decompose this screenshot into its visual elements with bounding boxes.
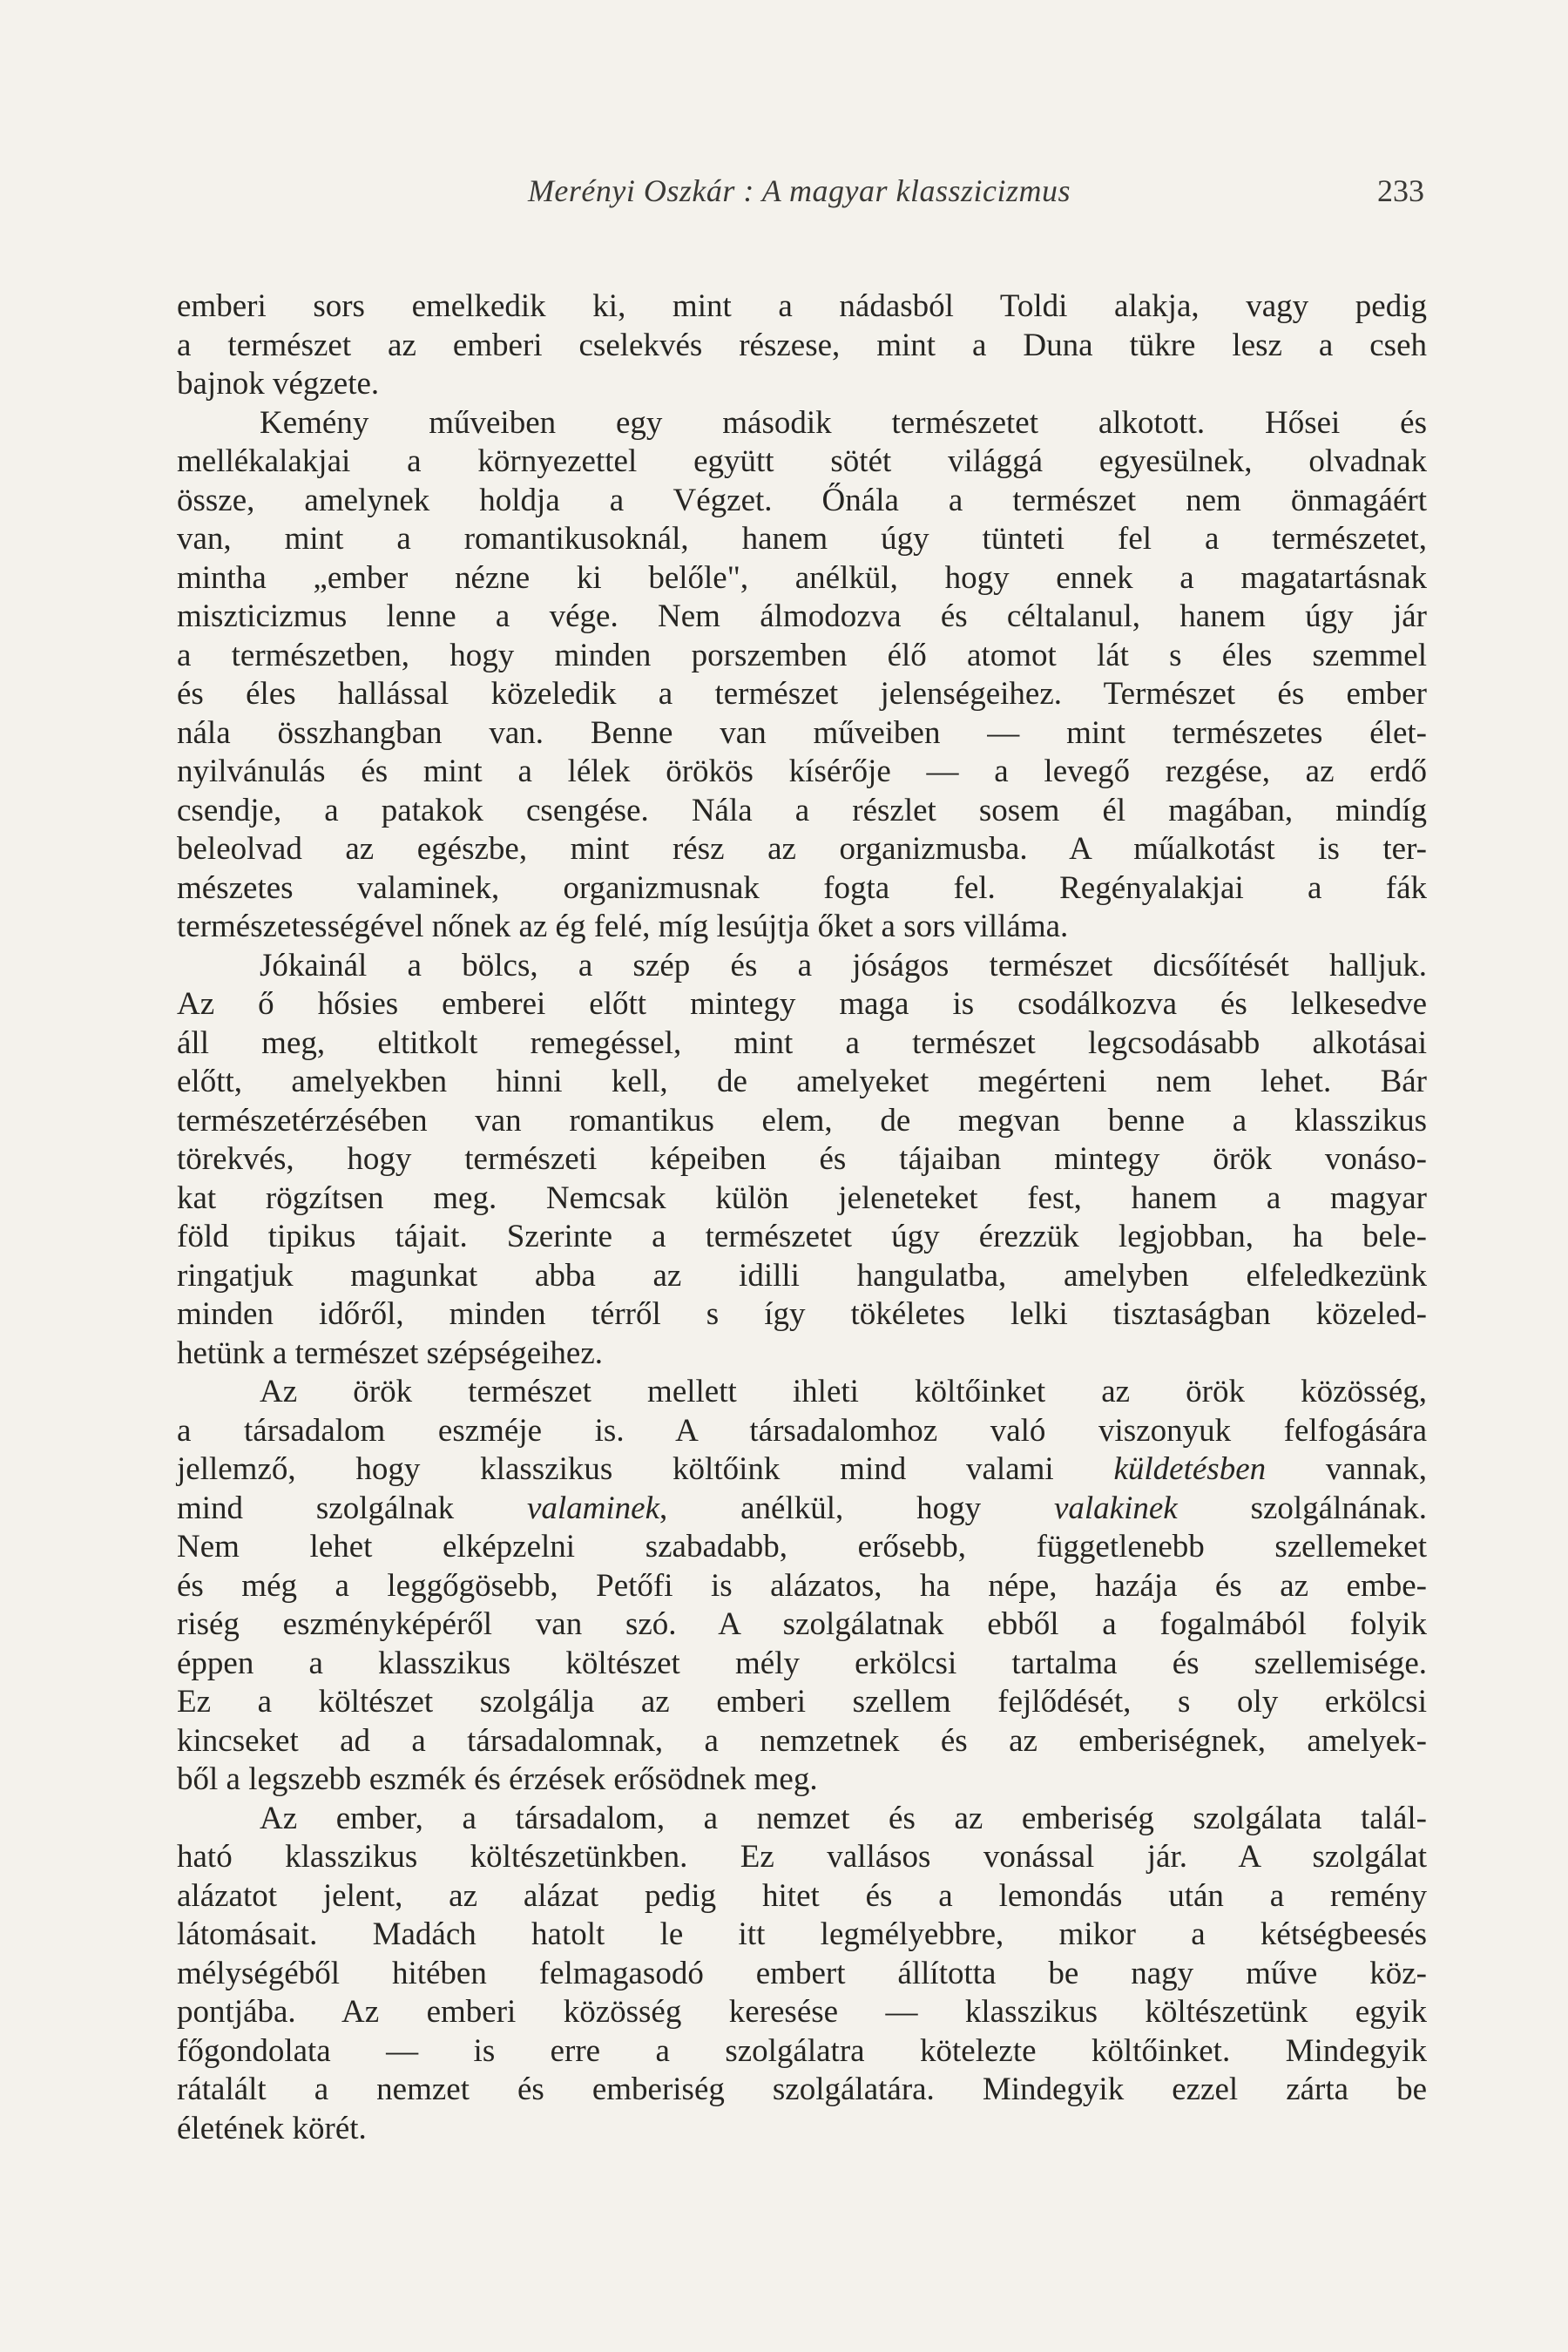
text-line: és még a leggőgösebb, Petőfi is alázatos, ha népe, hazája és az embe- xyxy=(177,1567,1427,1604)
text-line: a társadalom eszméje is. A társadalomhoz való viszonyuk felfogására xyxy=(177,1412,1427,1449)
text-line: áll meg, eltitkolt remegéssel, mint a természet legcsodásabb alkotásai xyxy=(177,1024,1427,1061)
running-head xyxy=(174,172,1424,214)
text-line: előtt, amelyekben hinni kell, de amelyeket megérteni nem lehet. Bár xyxy=(177,1064,1427,1099)
text-line: pontjába. Az emberi közösség keresése — klasszikus költészetünk egyik xyxy=(177,1994,1427,2030)
text-line: törekvés, hogy természeti képeiben és tájaiban mintegy örök vonáso- xyxy=(177,1141,1427,1177)
page-number: 233 xyxy=(1377,173,1424,208)
body-text xyxy=(177,287,1427,2148)
text-line: Ez a költészet szolgálja az emberi szellem fejlődését, s oly erkölcsi xyxy=(177,1684,1427,1720)
text-line: ringatjuk magunkat abba az idilli hangulatba, amelyben elfeledkezünk xyxy=(177,1257,1427,1294)
paragraph xyxy=(177,1373,1427,1800)
text-line: természetességével nőnek az ég felé, míg lesújtja őket a sors villáma. xyxy=(177,909,1069,944)
text-line: riség eszményképéről van szó. A szolgálatnak ebből a fogalmából folyik xyxy=(177,1606,1427,1642)
text-line: nála összhangban van. Benne van műveiben — mint természetes élet- xyxy=(177,714,1427,751)
text-line: és éles hallással közeledik a természet jelenségeihez. Természet és ember xyxy=(177,676,1427,712)
text-line: össze, amelynek holdja a Végzet. Őnála a természet nem önmagáért xyxy=(177,482,1427,518)
text-line: Kemény műveiben egy második természetet alkotott. Hősei és xyxy=(260,404,1427,441)
text-line: hetünk a természet szépségeihez. xyxy=(177,1335,603,1371)
text-line: a természetben, hogy minden porszemben élő atomot lát s éles szemmel xyxy=(177,637,1427,673)
text-line: alázatot jelent, az alázat pedig hitet és a lemondás után a remény xyxy=(177,1877,1427,1914)
text-line: Jókainál a bölcs, a szép és a jóságos természet dicsőítését halljuk. xyxy=(260,947,1427,983)
text-line: Nem lehet elképzelni szabadabb, erősebb, függetlenebb szellemeket xyxy=(177,1529,1427,1565)
text-line: Az örök természet mellett ihleti költőinket az örök közösség, xyxy=(260,1374,1427,1409)
text-line: főgondolata — is erre a szolgálatra kötelezte költőinket. Mindegyik xyxy=(177,2032,1427,2069)
paragraph xyxy=(177,947,1427,1374)
text-line: föld tipikus tájait. Szerinte a természetet úgy érezzük legjobban, ha bele- xyxy=(177,1219,1427,1254)
text-line: életének körét. xyxy=(177,2110,367,2146)
text-line: van, mint a romantikusoknál, hanem úgy tünteti fel a természetet, xyxy=(177,521,1427,557)
text-line: mintha „ember nézne ki belőle", anélkül, hogy ennek a magatartásnak xyxy=(177,559,1427,596)
text-line: ható klasszikus költészetünkben. Ez vallásos vonással jár. A szolgálat xyxy=(177,1839,1427,1875)
text-line: mellékalakjai a környezettel együtt sötét világgá egyesülnek, olvadnak xyxy=(177,443,1427,479)
text-line: mészetes valaminek, organizmusnak fogta fel. Regényalakjai a fák xyxy=(177,869,1427,906)
text-line: Az ember, a társadalom, a nemzet és az emberiség szolgálata talál- xyxy=(260,1800,1427,1836)
text-line: beleolvad az egészbe, mint rész az organizmusba. A műalkotást is ter- xyxy=(177,831,1427,867)
text-line: rátalált a nemzet és emberiség szolgálatára. Mindegyik ezzel zárta be xyxy=(177,2072,1427,2107)
text-line: kincseket ad a társadalomnak, a nemzetnek és az emberiségnek, amelyek- xyxy=(177,1722,1427,1759)
text-line: mélységéből hitében felmagasodó embert állította be nagy műve köz- xyxy=(177,1955,1427,1991)
running-title: Merényi Oszkár : A magyar klasszicizmus xyxy=(527,173,1071,208)
text-line: látomásait. Madách hatolt le itt legmélyebbre, mikor a kétségbeesés xyxy=(177,1916,1427,1952)
text-line: jellemző, hogy klasszikus költőink mind valami küldetésben vannak, xyxy=(177,1451,1427,1487)
text-line: csendje, a patakok csengése. Nála a részlet sosem él magában, mindíg xyxy=(177,792,1427,828)
paragraph xyxy=(177,287,1427,404)
text-line: mind szolgálnak valaminek, anélkül, hogy valakinek szolgálnának. xyxy=(177,1490,1427,1526)
text-line: miszticizmus lenne a vége. Nem álmodozva és céltalanul, hanem úgy jár xyxy=(177,598,1427,634)
text-line: a természet az emberi cselekvés részese, mint a Duna tükre lesz a cseh xyxy=(177,327,1427,363)
paragraph xyxy=(177,1800,1427,2149)
text-line: emberi sors emelkedik ki, mint a nádasból Toldi alakja, vagy pedig xyxy=(177,288,1427,324)
text-line: kat rögzítsen meg. Nemcsak külön jeleneteket fest, hanem a magyar xyxy=(177,1179,1427,1216)
text-line: minden időről, minden térről s így tökéletes lelki tisztaságban közeled- xyxy=(177,1296,1427,1332)
text-line: bajnok végzete. xyxy=(177,366,380,402)
text-line: Az ő hősies emberei előtt mintegy maga is csodálkozva és lelkesedve xyxy=(177,986,1427,1022)
text-line: természetérzésében van romantikus elem, de megvan benne a klasszikus xyxy=(177,1102,1427,1139)
text-line: ből a legszebb eszmék és érzések erősödnek meg. xyxy=(177,1761,818,1797)
paragraph xyxy=(177,404,1427,947)
text-line: éppen a klasszikus költészet mély erkölcsi tartalma és szellemisége. xyxy=(177,1645,1427,1681)
text-line: nyilvánulás és mint a lélek örökös kísérője — a levegő rezgése, az erdő xyxy=(177,754,1427,789)
